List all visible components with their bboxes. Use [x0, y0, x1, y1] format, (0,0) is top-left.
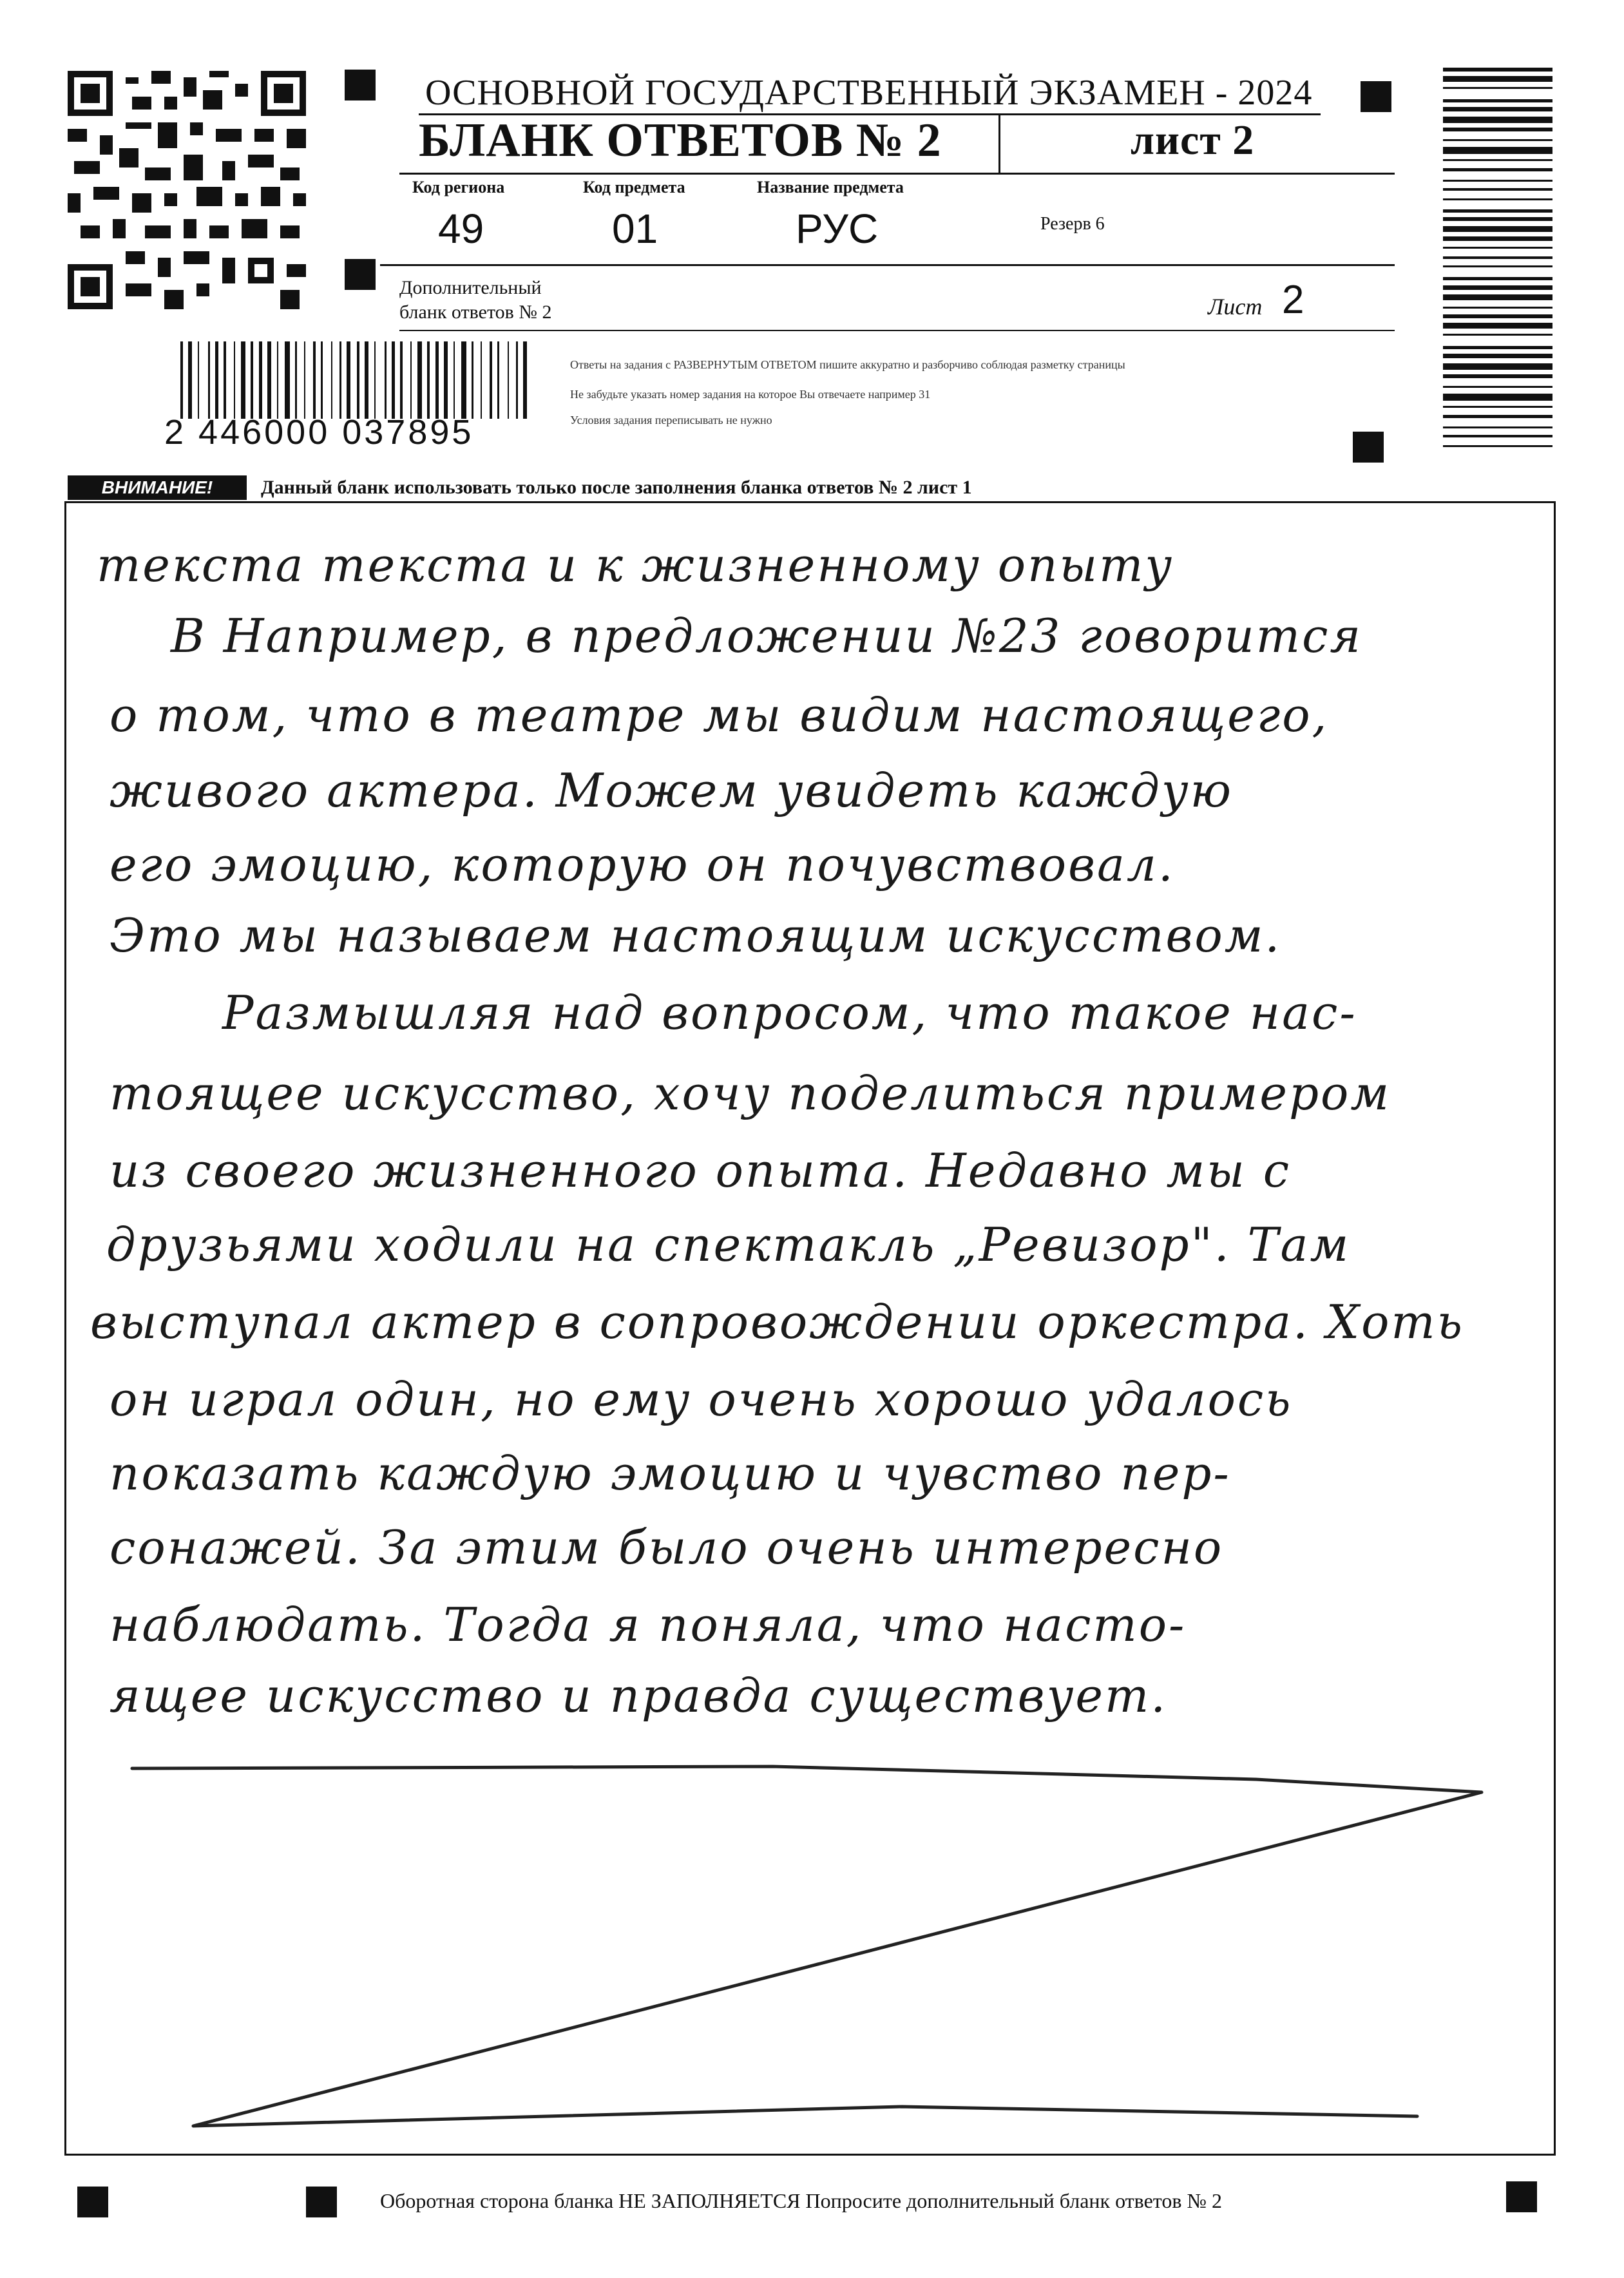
- answer-line-2: В Например, в предложении №23 говорится: [171, 609, 1363, 663]
- answer-line-16: ящее искусство и правда существует.: [110, 1669, 1168, 1723]
- sheet-small-value: 2: [1282, 278, 1304, 322]
- warning-badge: ВНИМАНИЕ!: [68, 475, 247, 500]
- answer-line-14: сонажей. За этим было очень интересно: [110, 1520, 1224, 1574]
- subject-name-label: Название предмета: [757, 178, 904, 196]
- instruction-3: Условия задания переписывать не нужно: [570, 414, 772, 426]
- subject-code-value: 01: [612, 206, 658, 252]
- instruction-2: Не забудьте указать номер задания на которое Вы отвечаете например 31: [570, 388, 931, 401]
- answer-line-3: о том, что в театре мы видим настоящего,: [110, 688, 1329, 742]
- footer-note: Оборотная сторона бланка НЕ ЗАПОЛНЯЕТСЯ Попросите дополнительный бланк ответов № 2: [380, 2189, 1222, 2212]
- sheet-small-label: Лист: [1208, 294, 1263, 320]
- region-value: 49: [438, 206, 484, 252]
- answer-line-6: Это мы называем настоящим искусством.: [110, 908, 1282, 962]
- answer-line-1: текста текста и к жизненному опыту: [97, 538, 1174, 592]
- exam-title: ОСНОВНОЙ ГОСУДАРСТВЕННЫЙ ЭКЗАМЕН - 2024: [425, 73, 1313, 113]
- answer-line-13: показать каждую эмоцию и чувство пер-: [110, 1446, 1231, 1500]
- answer-line-9: из своего жизненного опыта. Недавно мы с: [110, 1144, 1292, 1198]
- answer-line-10: друзьями ходили на спектакль „Ревизор". Там: [106, 1218, 1351, 1272]
- answer-line-5: его эмоцию, которую он почувствовал.: [110, 838, 1175, 892]
- answer-line-7: Размышляя над вопросом, что такое нас-: [222, 986, 1357, 1040]
- additional-label-2: бланк ответов № 2: [399, 302, 552, 323]
- answer-line-15: наблюдать. Тогда я поняла, что насто-: [110, 1598, 1187, 1652]
- answer-line-11: выступал актер в сопровождении оркестра. Хоть: [90, 1295, 1464, 1349]
- form-title: БЛАНК ОТВЕТОВ № 2: [419, 114, 942, 167]
- warning-text: Данный бланк использовать только после заполнения бланка ответов № 2 лист 1: [261, 477, 972, 498]
- subject-code-label: Код предмета: [583, 178, 685, 196]
- barcode-number: 2 446000 037895: [164, 413, 474, 452]
- sheet-label: лист 2: [1131, 117, 1255, 164]
- region-label: Код региона: [412, 178, 505, 196]
- additional-label-1: Дополнительный: [399, 277, 542, 298]
- answer-line-8: тоящее искусство, хочу поделиться примером: [110, 1066, 1391, 1120]
- answer-line-12: он играл один, но ему очень хорошо удалось: [110, 1372, 1293, 1426]
- reserve-label: Резерв 6: [1040, 214, 1105, 234]
- answer-line-4: живого актера. Можем увидеть каждую: [110, 763, 1233, 818]
- instruction-1: Ответы на задания с РАЗВЕРНУТЫМ ОТВЕТОМ пишите аккуратно и разборчиво соблюдая разметку страницы: [570, 358, 1125, 371]
- subject-name-value: РУС: [796, 206, 879, 252]
